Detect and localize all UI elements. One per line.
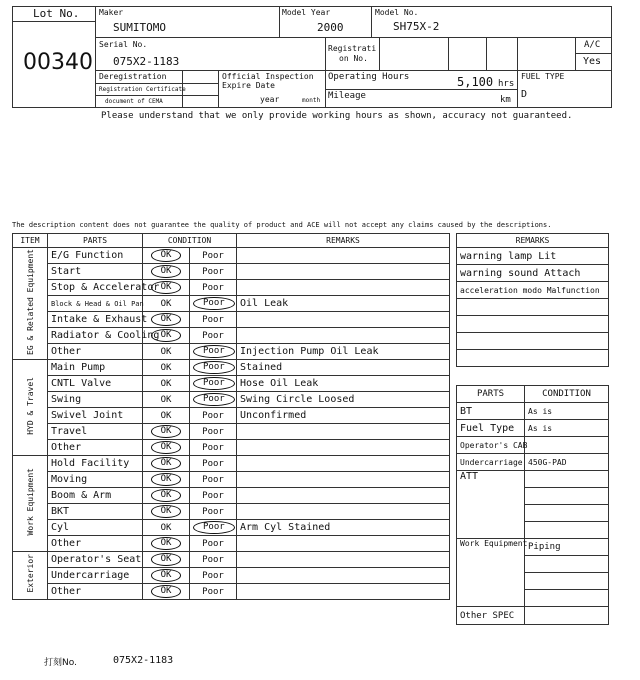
item-group-name: HYD & Travel — [25, 376, 35, 435]
stamp-value: 075X2-1183 — [113, 655, 174, 666]
month-label: month — [302, 97, 321, 104]
condition-row — [13, 248, 450, 264]
remarks-table — [456, 233, 609, 367]
ok-option: OK — [151, 553, 182, 566]
remarks-row — [457, 350, 609, 367]
item-group-label — [13, 360, 48, 456]
disclaimer-text: The description content does not guarantee the quality of product and ACE will not accept any claims caused by the descriptions. — [12, 221, 552, 229]
item-group-label — [13, 552, 48, 600]
remark-text — [237, 568, 450, 584]
poor-option: Poor — [202, 586, 224, 597]
poor-option: Poor — [193, 345, 235, 358]
condition-row — [13, 520, 450, 536]
poor-cell — [190, 472, 237, 488]
parts-condition: As is — [525, 403, 609, 420]
poor-cell — [190, 504, 237, 520]
remarks-box-header: REMARKS — [457, 234, 609, 248]
item-group-label — [13, 248, 48, 360]
remark-text — [237, 488, 450, 504]
remarks-row — [457, 248, 609, 265]
ok-option: OK — [151, 329, 182, 342]
poor-option: Poor — [202, 330, 224, 341]
poor-cell — [190, 264, 237, 280]
ok-option: OK — [151, 457, 182, 470]
remark-text: Injection Pump Oil Leak — [237, 344, 450, 360]
part-name: E/G Function — [48, 248, 143, 264]
other-spec-label: Other SPEC — [457, 607, 525, 625]
poor-cell — [190, 520, 237, 536]
condition-row — [13, 552, 450, 568]
ok-cell — [143, 552, 190, 568]
part-name: Boom & Arm — [48, 488, 143, 504]
model-no-value: SH75X-2 — [393, 20, 440, 33]
condition-row — [13, 584, 450, 600]
remarks-text: warning sound Attach — [457, 265, 609, 282]
ok-cell — [143, 424, 190, 440]
item-group-name: EG & Related Equipment — [25, 248, 35, 355]
ok-option: OK — [151, 441, 182, 454]
ok-option: OK — [151, 425, 182, 438]
part-name: Hold Facility — [48, 456, 143, 472]
hrs-unit: hrs — [498, 79, 515, 89]
ok-cell — [143, 520, 190, 536]
part-name: CNTL Valve — [48, 376, 143, 392]
remarks-text: acceleration modo Malfunction — [457, 282, 609, 299]
poor-cell — [190, 312, 237, 328]
part-name: Block & Head & Oil Pan — [48, 296, 143, 312]
model-year-value: 2000 — [317, 21, 344, 34]
remark-text — [237, 456, 450, 472]
remarks-text — [457, 350, 609, 367]
ok-cell — [143, 296, 190, 312]
poor-option: Poor — [202, 538, 224, 549]
poor-cell — [190, 440, 237, 456]
remark-text: Arm Cyl Stained — [237, 520, 450, 536]
condition-row — [13, 488, 450, 504]
part-name: Intake & Exhaust — [48, 312, 143, 328]
ok-cell — [143, 392, 190, 408]
condition-row — [13, 392, 450, 408]
parts-table-parts-header: PARTS — [457, 386, 525, 403]
ok-option: OK — [151, 249, 182, 262]
work-equipment-label: Work Equipment — [457, 539, 525, 607]
parts-part: Undercarriage — [457, 454, 525, 471]
part-name: Other — [48, 536, 143, 552]
ok-cell — [143, 456, 190, 472]
dereg-certificate-label: Registration Certificate — [99, 86, 186, 93]
hours-notice: Please understand that we only provide working hours as shown, accuracy not guaranteed. — [101, 111, 573, 121]
operating-hours-label: Operating Hours — [328, 72, 410, 82]
ok-option: OK — [151, 569, 182, 582]
part-name: Other — [48, 440, 143, 456]
remark-text — [237, 424, 450, 440]
fuel-type-value: D — [521, 89, 528, 100]
remark-text — [237, 248, 450, 264]
att-value — [525, 505, 609, 522]
poor-option: Poor — [202, 570, 224, 581]
poor-option: Poor — [202, 314, 224, 325]
poor-cell — [190, 328, 237, 344]
ok-cell — [143, 568, 190, 584]
km-unit: km — [500, 95, 511, 105]
condition-row — [13, 376, 450, 392]
poor-option: Poor — [202, 250, 224, 261]
poor-option: Poor — [193, 521, 235, 534]
poor-option: Poor — [202, 410, 224, 421]
condition-row — [13, 440, 450, 456]
parts-part: BT — [457, 403, 525, 420]
remarks-row — [457, 282, 609, 299]
remark-text — [237, 536, 450, 552]
poor-cell — [190, 296, 237, 312]
ok-option: OK — [160, 362, 172, 373]
ok-option: OK — [160, 394, 172, 405]
part-name: Undercarriage — [48, 568, 143, 584]
ok-cell — [143, 488, 190, 504]
poor-cell — [190, 376, 237, 392]
remarks-text — [457, 299, 609, 316]
ok-option: OK — [160, 522, 172, 533]
remarks-row — [457, 316, 609, 333]
poor-option: Poor — [202, 426, 224, 437]
att-value — [525, 488, 609, 505]
condition-row — [13, 328, 450, 344]
poor-option: Poor — [202, 458, 224, 469]
part-name: Stop & Accelerator — [48, 280, 143, 296]
operating-hours-value: 5,100 — [457, 75, 494, 89]
poor-cell — [190, 488, 237, 504]
stamp-label: 打刻No. — [44, 658, 77, 668]
parts-row — [457, 420, 609, 437]
item-group-label — [13, 456, 48, 552]
condition-row — [13, 536, 450, 552]
condition-row — [13, 456, 450, 472]
ok-option: OK — [151, 489, 182, 502]
maker-label: Maker — [99, 8, 124, 17]
remarks-header: REMARKS — [237, 234, 450, 248]
remark-text — [237, 504, 450, 520]
poor-cell — [190, 248, 237, 264]
part-name: Other — [48, 584, 143, 600]
parts-condition: 450G-PAD — [525, 454, 609, 471]
work-equipment-value: Piping — [525, 539, 609, 556]
remark-text: Stained — [237, 360, 450, 376]
dereg-document-label: document of CEMA — [105, 98, 163, 105]
condition-header: CONDITION — [143, 234, 237, 248]
parts-condition: As is — [525, 420, 609, 437]
ok-option: OK — [160, 346, 172, 357]
work-equipment-value — [525, 556, 609, 573]
ok-option: OK — [151, 313, 182, 326]
part-name: Moving — [48, 472, 143, 488]
ok-option: OK — [160, 410, 172, 421]
part-name: BKT — [48, 504, 143, 520]
parts-table — [456, 385, 609, 625]
poor-cell — [190, 456, 237, 472]
ok-option: OK — [151, 265, 182, 278]
other-spec-row — [457, 607, 609, 625]
dereg-label: Deregistration — [99, 72, 167, 81]
year-label: year — [260, 95, 280, 104]
condition-table — [12, 233, 450, 600]
poor-cell — [190, 424, 237, 440]
ok-cell — [143, 504, 190, 520]
ok-cell — [143, 344, 190, 360]
remarks-row — [457, 333, 609, 350]
parts-row — [457, 454, 609, 471]
item-header: ITEM — [13, 234, 48, 248]
poor-cell — [190, 408, 237, 424]
att-value — [525, 471, 609, 488]
poor-option: Poor — [202, 266, 224, 277]
poor-option: Poor — [202, 506, 224, 517]
ac-value: Yes — [583, 56, 602, 67]
official-inspection-label-1: Official Inspection — [222, 72, 314, 81]
condition-row — [13, 344, 450, 360]
ok-cell — [143, 408, 190, 424]
remark-text — [237, 264, 450, 280]
part-name: Start — [48, 264, 143, 280]
ok-option: OK — [160, 298, 172, 309]
remark-text: Unconfirmed — [237, 408, 450, 424]
poor-option: Poor — [193, 393, 235, 406]
parts-row — [457, 437, 609, 454]
att-row — [457, 471, 609, 488]
remark-text: Swing Circle Loosed — [237, 392, 450, 408]
poor-cell — [190, 392, 237, 408]
ok-option: OK — [151, 473, 182, 486]
item-group-name: Work Equipment — [25, 467, 35, 536]
lot-label: Lot No. — [33, 7, 80, 20]
poor-option: Poor — [202, 490, 224, 501]
poor-option: Poor — [193, 377, 235, 390]
work-equipment-value — [525, 590, 609, 607]
parts-part: Fuel Type — [457, 420, 525, 437]
ok-cell — [143, 264, 190, 280]
model-year-label: Model Year — [282, 8, 331, 17]
condition-row — [13, 504, 450, 520]
remark-text: Oil Leak — [237, 296, 450, 312]
poor-option: Poor — [193, 361, 235, 374]
serial-label: Serial No. — [99, 40, 148, 49]
model-no-label: Model No. — [375, 8, 419, 17]
work-equipment-value — [525, 573, 609, 590]
condition-row — [13, 264, 450, 280]
other-spec-value — [525, 607, 609, 625]
fuel-type-label: FUEL TYPE — [521, 72, 565, 81]
condition-row — [13, 424, 450, 440]
registration-label-2: on No. — [339, 54, 368, 63]
part-name: Operator's Seat — [48, 552, 143, 568]
condition-row — [13, 568, 450, 584]
lot-number: 00340 — [23, 50, 93, 75]
ok-cell — [143, 584, 190, 600]
ok-option: OK — [151, 585, 182, 598]
ok-cell — [143, 248, 190, 264]
remarks-text — [457, 316, 609, 333]
ok-option: OK — [160, 378, 172, 389]
remark-text: Hose Oil Leak — [237, 376, 450, 392]
ok-cell — [143, 312, 190, 328]
ok-cell — [143, 376, 190, 392]
remark-text — [237, 552, 450, 568]
ok-option: OK — [151, 537, 182, 550]
poor-cell — [190, 552, 237, 568]
condition-row — [13, 280, 450, 296]
part-name: Other — [48, 344, 143, 360]
att-value — [525, 522, 609, 539]
item-group-name: Exterior — [25, 554, 35, 593]
poor-cell — [190, 536, 237, 552]
parts-table-condition-header: CONDITION — [525, 386, 609, 403]
part-name: Cyl — [48, 520, 143, 536]
remark-text — [237, 584, 450, 600]
remark-text — [237, 280, 450, 296]
ok-cell — [143, 536, 190, 552]
poor-option: Poor — [193, 297, 235, 310]
parts-row — [457, 403, 609, 420]
remarks-row — [457, 265, 609, 282]
part-name: Travel — [48, 424, 143, 440]
ok-option: OK — [151, 281, 182, 294]
poor-cell — [190, 360, 237, 376]
parts-condition — [525, 437, 609, 454]
condition-row — [13, 312, 450, 328]
condition-row — [13, 360, 450, 376]
ok-cell — [143, 360, 190, 376]
ok-cell — [143, 472, 190, 488]
registration-label-1: Registrati — [328, 44, 377, 53]
poor-option: Poor — [202, 554, 224, 565]
ok-cell — [143, 440, 190, 456]
part-name: Swivel Joint — [48, 408, 143, 424]
remarks-text — [457, 333, 609, 350]
mileage-label: Mileage — [328, 91, 366, 101]
poor-cell — [190, 280, 237, 296]
work-equipment-row — [457, 539, 609, 556]
maker-value: SUMITOMO — [113, 21, 166, 34]
remark-text — [237, 312, 450, 328]
remark-text — [237, 472, 450, 488]
part-name: Main Pump — [48, 360, 143, 376]
poor-option: Poor — [202, 474, 224, 485]
remarks-text: warning lamp Lit — [457, 248, 609, 265]
parts-part: Operator's CAB — [457, 437, 525, 454]
official-inspection-label-2: Expire Date — [222, 81, 275, 90]
ok-option: OK — [151, 505, 182, 518]
condition-row — [13, 408, 450, 424]
poor-cell — [190, 568, 237, 584]
parts-header: PARTS — [48, 234, 143, 248]
remarks-row — [457, 299, 609, 316]
att-label: ATT — [457, 471, 525, 539]
serial-value: 075X2-1183 — [113, 55, 180, 68]
part-name: Radiator & Cooling — [48, 328, 143, 344]
condition-row — [13, 472, 450, 488]
remark-text — [237, 440, 450, 456]
poor-cell — [190, 344, 237, 360]
poor-cell — [190, 584, 237, 600]
condition-row — [13, 296, 450, 312]
ac-label: A/C — [584, 40, 601, 50]
poor-option: Poor — [202, 442, 224, 453]
remark-text — [237, 328, 450, 344]
part-name: Swing — [48, 392, 143, 408]
poor-option: Poor — [202, 282, 224, 293]
